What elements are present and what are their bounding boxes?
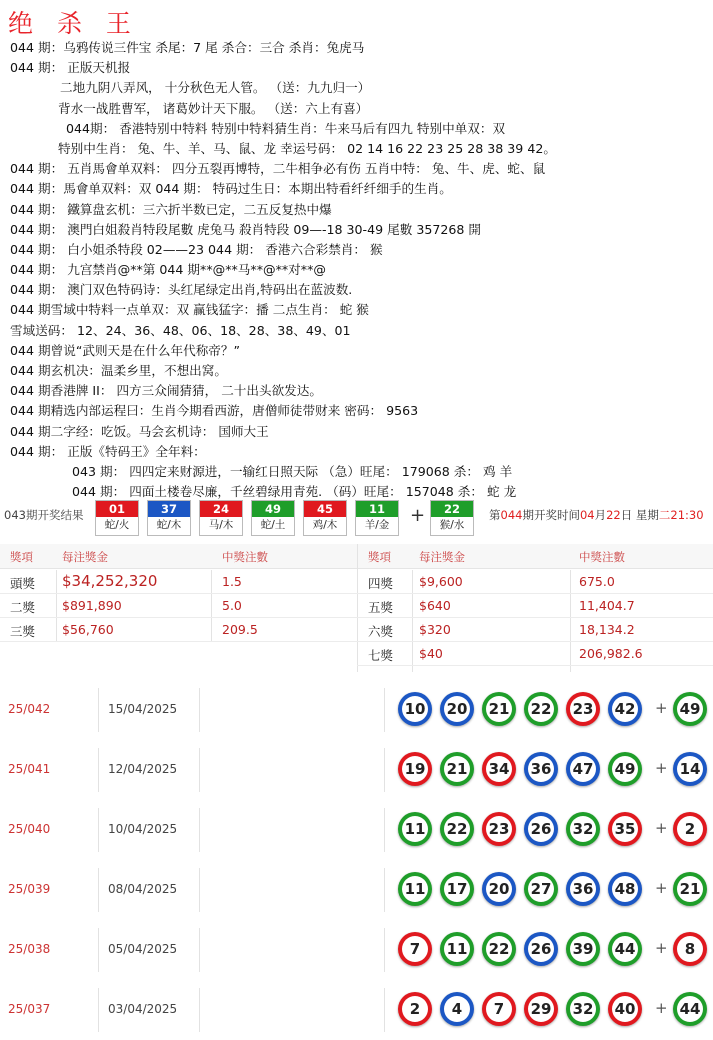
history-special-ball	[673, 692, 707, 726]
history-ball	[566, 872, 600, 906]
history-ball	[482, 932, 516, 966]
history-special-ball	[673, 872, 707, 906]
prize-count: 675.0	[579, 574, 615, 589]
prediction-line: 044 期：乌鸦传说三件宝 杀尾：7 尾 杀合：三合 杀肖：兔虎马	[10, 40, 365, 55]
history-ball	[440, 992, 474, 1026]
ball-zodiac: 猴/水	[439, 519, 465, 531]
history-row	[0, 980, 713, 1040]
prize-count: 1.5	[222, 574, 242, 589]
prize-count: 209.5	[222, 622, 258, 637]
prediction-line: 044 期精选内部运程曰：生肖今期看西游，唐僧师徒带财来 密码： 9563	[10, 403, 419, 419]
result-ball	[95, 500, 139, 536]
result-ball	[355, 500, 399, 536]
prediction-line: 044 期玄机决：温柔乡里，不想出窝。	[10, 363, 227, 378]
ball-number: 45	[304, 501, 346, 517]
ball-number: 20	[486, 876, 512, 902]
ball-zodiac: 蛇/土	[260, 519, 286, 531]
column-divider	[98, 688, 99, 732]
column-divider	[357, 544, 358, 672]
ball-number: 49	[252, 501, 294, 517]
history-ball	[440, 932, 474, 966]
ball-number: 11	[402, 816, 428, 842]
column-divider	[56, 570, 57, 642]
history-ball	[440, 812, 474, 846]
prediction-line: 044 期： 白小姐杀特段 02——23 044 期： 香港六合彩禁肖： 猴	[10, 241, 383, 257]
prediction-line: 特别中生肖： 兔、牛、羊、马、鼠、龙 幸运号码： 02 14 16 22 23 25 28 38 39 42。	[58, 140, 556, 156]
history-row	[0, 920, 713, 980]
history-ball	[398, 932, 432, 966]
draw-result-bar	[0, 498, 713, 536]
prediction-line: 044 期： 澳門白姐殺肖特段尾數 虎兔马 殺肖特段 09—-18 30-49 尾數 357268 開	[10, 221, 481, 237]
ball-number: 49	[677, 696, 703, 722]
ball-zodiac: 蛇/木	[156, 519, 182, 531]
column-divider	[570, 570, 571, 672]
ball-zodiac: 羊/金	[364, 519, 390, 531]
column-divider	[384, 988, 385, 1032]
header-level: 獎項	[10, 550, 33, 564]
ball-number: 7	[402, 936, 428, 962]
ball-number: 23	[570, 696, 596, 722]
ball-number: 23	[486, 816, 512, 842]
prize-level: 五獎	[368, 600, 394, 615]
history-period: 25/037	[8, 1002, 51, 1016]
history-ball	[566, 812, 600, 846]
ball-number: 11	[356, 501, 398, 517]
history-ball	[608, 812, 642, 846]
history-ball	[566, 932, 600, 966]
prize-level: 三獎	[10, 624, 36, 639]
header-amount: 每注獎金	[62, 550, 108, 564]
ball-number: 22	[431, 501, 473, 517]
prediction-line: 背水一战胜曹军， 诸葛妙计天下服。 （送：六上有喜）	[58, 100, 369, 116]
history-row	[0, 740, 713, 800]
ball-number: 7	[486, 996, 512, 1022]
ball-number: 10	[402, 696, 428, 722]
prize-level: 四獎	[368, 576, 394, 591]
history-ball	[566, 692, 600, 726]
prize-count: 5.0	[222, 598, 242, 613]
ball-number: 35	[612, 816, 638, 842]
column-divider	[98, 928, 99, 972]
result-ball	[199, 500, 243, 536]
ball-number: 37	[148, 501, 190, 517]
column-divider	[199, 868, 200, 912]
plus-sign: +	[655, 939, 668, 957]
ball-number: 22	[486, 936, 512, 962]
history-date: 10/04/2025	[108, 822, 178, 836]
history-ball	[608, 932, 642, 966]
history-special-ball	[673, 992, 707, 1026]
header-count: 中獎注數	[579, 550, 625, 564]
plus-sign: +	[655, 759, 668, 777]
prediction-line: 044 期曾说“武则天是在什么年代称帝？”	[10, 342, 240, 358]
prize-amount: $56,760	[62, 622, 114, 637]
prize-amount: $9,600	[419, 574, 463, 589]
ball-number: 17	[444, 876, 470, 902]
ball-zodiac: 马/木	[208, 519, 234, 531]
history-date: 15/04/2025	[108, 702, 178, 716]
column-divider	[384, 928, 385, 972]
row-divider	[0, 593, 713, 594]
ball-number: 47	[570, 756, 596, 782]
history-ball	[524, 992, 558, 1026]
ball-number: 29	[528, 996, 554, 1022]
history-ball	[482, 872, 516, 906]
ball-number: 26	[528, 816, 554, 842]
prediction-text-block	[0, 38, 713, 502]
ball-number: 34	[486, 756, 512, 782]
history-ball	[608, 872, 642, 906]
prize-amount: $40	[419, 646, 443, 661]
prize-amount: $891,890	[62, 598, 122, 613]
prediction-line: 044 期： 九宫禁肖@**第 044 期**@**马**@**对**@	[10, 262, 326, 278]
column-divider	[384, 808, 385, 852]
history-special-ball	[673, 752, 707, 786]
column-divider	[384, 688, 385, 732]
prediction-line: 044 期： 鐵算盘玄机：三六折半数已定，二五反复热中爆	[10, 201, 332, 217]
ball-number: 21	[486, 696, 512, 722]
ball-number: 01	[96, 501, 138, 517]
history-ball	[566, 992, 600, 1026]
history-ball	[440, 692, 474, 726]
result-ball	[147, 500, 191, 536]
history-date: 05/04/2025	[108, 942, 178, 956]
ball-number: 20	[444, 696, 470, 722]
column-divider	[199, 808, 200, 852]
column-divider	[199, 928, 200, 972]
row-divider	[0, 617, 713, 618]
row-divider	[0, 641, 713, 642]
prize-amount: $34,252,320	[62, 572, 158, 590]
column-divider	[211, 570, 212, 642]
ball-number: 49	[612, 756, 638, 782]
history-period: 25/040	[8, 822, 51, 836]
history-ball	[608, 692, 642, 726]
history-row	[0, 800, 713, 860]
ball-zodiac: 蛇/火	[104, 519, 130, 531]
ball-number: 24	[200, 501, 242, 517]
history-ball	[566, 752, 600, 786]
history-ball	[398, 812, 432, 846]
history-ball	[482, 752, 516, 786]
history-ball	[608, 992, 642, 1026]
history-period: 25/042	[8, 702, 51, 716]
ball-number: 40	[612, 996, 638, 1022]
history-ball	[440, 872, 474, 906]
history-date: 12/04/2025	[108, 762, 178, 776]
history-ball	[398, 872, 432, 906]
prize-count: 11,404.7	[579, 598, 635, 613]
column-divider	[98, 988, 99, 1032]
ball-number: 32	[570, 816, 596, 842]
ball-number: 42	[612, 696, 638, 722]
prediction-line: 044 期雪域中特料一点单双：双 赢钱猛字：播 二点生肖： 蛇 猴	[10, 302, 369, 318]
history-ball	[524, 752, 558, 786]
draw-result-label: 043期开奖结果	[4, 508, 84, 522]
history-ball	[398, 692, 432, 726]
prize-level: 六獎	[368, 624, 394, 639]
history-special-ball	[673, 932, 707, 966]
prediction-line: 044 期： 正版天机报	[10, 60, 131, 76]
ball-number: 36	[528, 756, 554, 782]
ball-number: 26	[528, 936, 554, 962]
prediction-line: 044 期香港牌 II： 四方三众闹猜猜， 二十出头欲发达。	[10, 383, 322, 399]
header-amount: 每注獎金	[419, 550, 465, 564]
prize-table	[0, 544, 713, 672]
special-ball	[430, 500, 474, 536]
ball-number: 44	[612, 936, 638, 962]
column-divider	[384, 748, 385, 792]
history-ball	[440, 752, 474, 786]
ball-number: 19	[402, 756, 428, 782]
ball-number: 2	[402, 996, 428, 1022]
prediction-line: 雪域送码： 12、24、36、48、06、18、28、38、49、01	[10, 322, 351, 338]
prediction-line: 044 期二字经：吃饭。马会玄机诗： 国师大王	[10, 423, 269, 439]
history-date: 03/04/2025	[108, 1002, 178, 1016]
ball-number: 11	[444, 936, 470, 962]
column-divider	[98, 868, 99, 912]
column-divider	[199, 988, 200, 1032]
prediction-line: 044 期： 正版《特码王》全年料：	[10, 443, 206, 459]
ball-number: 27	[528, 876, 554, 902]
prediction-line: 044 期： 四面土楼卷尽廉，千丝碧绿用青苑. （码）旺尾： 157048 杀： 蛇 龙	[72, 484, 517, 500]
header-level: 獎項	[368, 550, 391, 564]
history-period: 25/039	[8, 882, 51, 896]
ball-number: 4	[444, 996, 470, 1022]
prize-amount: $320	[419, 622, 451, 637]
ball-number: 11	[402, 876, 428, 902]
header-count: 中獎注數	[222, 550, 268, 564]
result-ball	[251, 500, 295, 536]
history-ball	[524, 872, 558, 906]
prize-amount: $640	[419, 598, 451, 613]
history-row	[0, 860, 713, 920]
history-ball	[398, 752, 432, 786]
ball-number: 2	[677, 816, 703, 842]
history-ball	[482, 692, 516, 726]
plus-sign: +	[410, 505, 426, 526]
plus-sign: +	[655, 819, 668, 837]
column-divider	[412, 570, 413, 672]
prize-count: 18,134.2	[579, 622, 635, 637]
history-ball	[524, 692, 558, 726]
history-date: 08/04/2025	[108, 882, 178, 896]
ball-number: 22	[528, 696, 554, 722]
column-divider	[199, 748, 200, 792]
row-divider	[357, 665, 713, 666]
history-ball	[524, 932, 558, 966]
prediction-line: 044 期：馬會单双料：双 044 期： 特码过生日：本期出特看纤纤细手的生肖。	[10, 181, 452, 197]
history-ball	[608, 752, 642, 786]
prediction-line: 043 期： 四四定来财源进，一输红日照天际 （急）旺尾： 179068 杀： 鸡 羊	[72, 463, 513, 479]
ball-number: 22	[444, 816, 470, 842]
history-period: 25/041	[8, 762, 51, 776]
plus-sign: +	[655, 699, 668, 717]
history-ball	[524, 812, 558, 846]
ball-number: 21	[677, 876, 703, 902]
plus-sign: +	[655, 879, 668, 897]
ball-number: 36	[570, 876, 596, 902]
next-draw-info: 第044期开奖时间04月22日 星期二21:30	[489, 508, 704, 522]
ball-number: 44	[677, 996, 703, 1022]
ball-number: 32	[570, 996, 596, 1022]
prediction-line: 044 期： 澳门双色特码诗：头红尾绿定出肖,特码出在蓝波数.	[10, 282, 353, 298]
history-row	[0, 680, 713, 740]
ball-number: 21	[444, 756, 470, 782]
ball-number: 48	[612, 876, 638, 902]
history-special-ball	[673, 812, 707, 846]
ball-zodiac: 鸡/木	[312, 519, 338, 531]
column-divider	[98, 748, 99, 792]
ball-number: 14	[677, 756, 703, 782]
plus-sign: +	[655, 999, 668, 1017]
ball-number: 39	[570, 936, 596, 962]
result-ball	[303, 500, 347, 536]
column-divider	[384, 868, 385, 912]
prize-level: 二獎	[10, 600, 36, 615]
page-title: 绝 杀 王	[8, 9, 139, 38]
history-ball	[398, 992, 432, 1026]
prediction-line: 044期： 香港特别中特料 特别中特料猜生肖：牛来马后有四九 特别中单双：双	[66, 120, 506, 136]
column-divider	[199, 688, 200, 732]
history-period: 25/038	[8, 942, 51, 956]
prize-level: 頭獎	[10, 576, 36, 591]
ball-number: 8	[677, 936, 703, 962]
history-ball	[482, 992, 516, 1026]
column-divider	[98, 808, 99, 852]
prediction-line: 044 期： 五肖馬會单双料： 四分五裂再博特，二牛相争必有伤 五肖中特： 兔、牛、虎、蛇、鼠	[10, 161, 546, 177]
history-ball	[482, 812, 516, 846]
prize-count: 206,982.6	[579, 646, 643, 661]
prediction-line: 二地九阴八弄风， 十分秋色无人管。 （送：九九归一）	[60, 80, 371, 96]
prize-level: 七獎	[368, 648, 394, 663]
